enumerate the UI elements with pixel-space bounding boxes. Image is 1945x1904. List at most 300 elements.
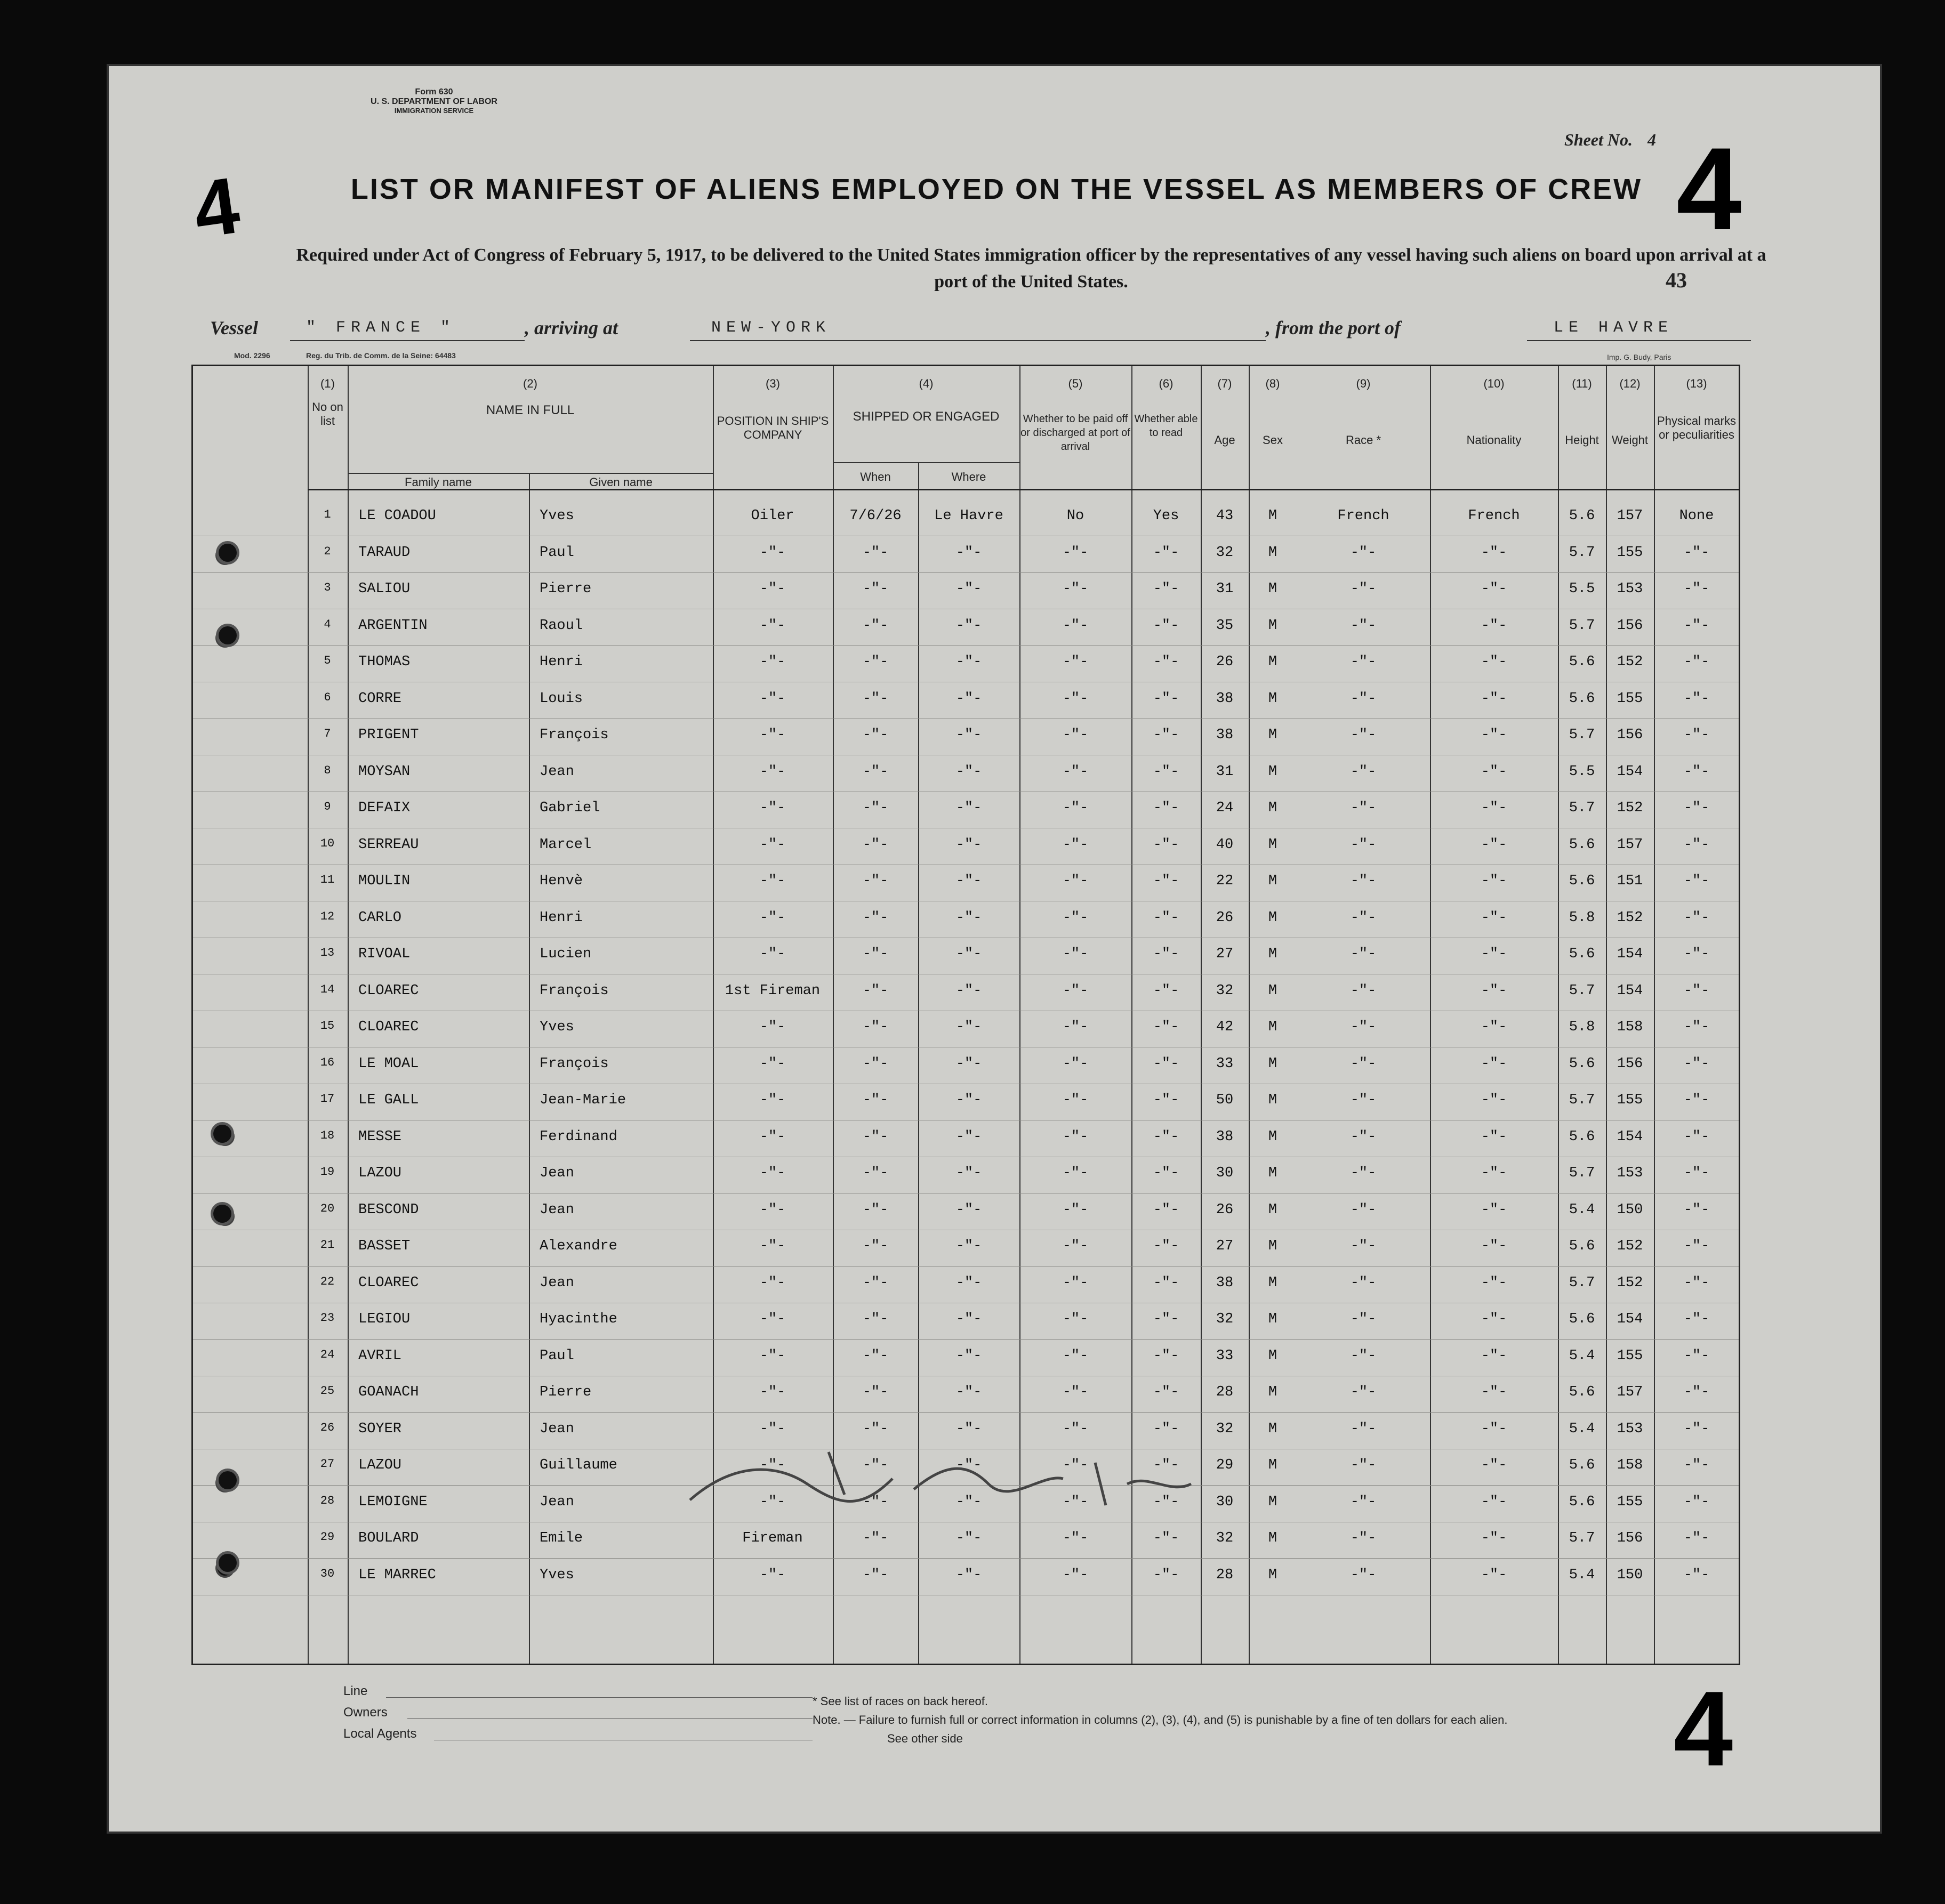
cell-paid: -"- bbox=[1062, 1055, 1089, 1072]
col13-header bbox=[1654, 377, 1739, 442]
cell-no: 13 bbox=[320, 946, 335, 959]
cell-when: -"- bbox=[862, 800, 889, 816]
binder-hole bbox=[219, 626, 237, 644]
cell-age: 32 bbox=[1216, 544, 1234, 561]
cell-read: -"- bbox=[1153, 873, 1179, 889]
cell-age: 22 bbox=[1216, 873, 1234, 889]
cell-nat: -"- bbox=[1481, 800, 1507, 816]
binder-hole bbox=[219, 1554, 237, 1572]
cell-given: Yves bbox=[540, 508, 574, 524]
cell-family: LE MOAL bbox=[358, 1055, 419, 1072]
cell-when: -"- bbox=[862, 763, 889, 780]
cell-when: -"- bbox=[862, 909, 889, 926]
cell-family: SERREAU bbox=[358, 836, 419, 853]
cell-paid: -"- bbox=[1062, 581, 1089, 597]
cell-position: -"- bbox=[759, 581, 786, 597]
cell-marks: -"- bbox=[1683, 1055, 1710, 1072]
cell-position: -"- bbox=[759, 946, 786, 962]
cell-when: -"- bbox=[862, 1274, 889, 1291]
cell-marks: None bbox=[1679, 508, 1714, 524]
cell-sex: M bbox=[1268, 1348, 1277, 1364]
col7-number: (7) bbox=[1217, 377, 1232, 390]
cell-where: -"- bbox=[955, 1530, 982, 1546]
cell-race: -"- bbox=[1350, 690, 1377, 707]
table-row bbox=[193, 499, 1739, 536]
cell-no: 17 bbox=[320, 1092, 335, 1106]
cell-family: DEFAIX bbox=[358, 800, 411, 816]
cell-given: Yves bbox=[540, 1567, 574, 1583]
cell-nat: -"- bbox=[1481, 1238, 1507, 1254]
cell-marks: -"- bbox=[1683, 909, 1710, 926]
cell-position: -"- bbox=[759, 1457, 786, 1473]
cell-nat: -"- bbox=[1481, 1165, 1507, 1181]
table-row bbox=[193, 1266, 1739, 1303]
cell-no: 14 bbox=[320, 982, 335, 996]
col2-header bbox=[348, 377, 713, 417]
cell-when: -"- bbox=[862, 836, 889, 853]
col3-header bbox=[713, 377, 833, 442]
cell-race: -"- bbox=[1350, 946, 1377, 962]
table-row bbox=[193, 938, 1739, 974]
cell-family: SALIOU bbox=[358, 581, 411, 597]
cell-paid: -"- bbox=[1062, 1348, 1089, 1364]
cell-position: -"- bbox=[759, 1165, 786, 1181]
cell-marks: -"- bbox=[1683, 1384, 1710, 1400]
cell-weight: 156 bbox=[1617, 1055, 1643, 1072]
col7-header bbox=[1201, 377, 1249, 447]
cell-read: -"- bbox=[1153, 727, 1179, 743]
cell-read: -"- bbox=[1153, 800, 1179, 816]
cell-when: -"- bbox=[862, 581, 889, 597]
cell-position: -"- bbox=[759, 690, 786, 707]
col12-label: Weight bbox=[1611, 433, 1649, 447]
cell-read: -"- bbox=[1153, 1274, 1179, 1291]
cell-sex: M bbox=[1268, 1201, 1277, 1218]
table-row bbox=[193, 1120, 1739, 1157]
col9-header bbox=[1297, 377, 1430, 447]
cell-paid: -"- bbox=[1062, 1128, 1089, 1145]
cell-given: Louis bbox=[540, 690, 583, 707]
cell-age: 26 bbox=[1216, 909, 1234, 926]
cell-marks: -"- bbox=[1683, 1421, 1710, 1437]
cell-weight: 155 bbox=[1617, 1348, 1643, 1364]
cell-race: -"- bbox=[1350, 763, 1377, 780]
cell-where: -"- bbox=[955, 763, 982, 780]
table-row bbox=[193, 1011, 1739, 1047]
cell-no: 2 bbox=[324, 544, 331, 558]
cell-nat: -"- bbox=[1481, 1274, 1507, 1291]
cell-sex: M bbox=[1268, 909, 1277, 926]
cell-read: -"- bbox=[1153, 690, 1179, 707]
cell-height: 5.6 bbox=[1569, 1311, 1595, 1327]
cell-read: -"- bbox=[1153, 1238, 1179, 1254]
cell-read: -"- bbox=[1153, 544, 1179, 561]
cell-family: LAZOU bbox=[358, 1165, 402, 1181]
cell-sex: M bbox=[1268, 1421, 1277, 1437]
form-number: Form 630 bbox=[415, 87, 453, 96]
cell-age: 38 bbox=[1216, 1274, 1234, 1291]
cell-read: -"- bbox=[1153, 617, 1179, 634]
cell-read: -"- bbox=[1153, 1055, 1179, 1072]
cell-when: -"- bbox=[862, 1421, 889, 1437]
cell-read: Yes bbox=[1153, 508, 1179, 524]
cell-age: 29 bbox=[1216, 1457, 1234, 1473]
cell-no: 9 bbox=[324, 800, 331, 813]
cell-when: -"- bbox=[862, 1238, 889, 1254]
cell-age: 38 bbox=[1216, 1128, 1234, 1145]
binder-hole bbox=[213, 1205, 231, 1223]
col1-header bbox=[308, 377, 348, 428]
cell-paid: -"- bbox=[1062, 544, 1089, 561]
col3-number: (3) bbox=[766, 377, 780, 390]
cell-weight: 157 bbox=[1617, 1384, 1643, 1400]
cell-race: -"- bbox=[1350, 873, 1377, 889]
cell-age: 31 bbox=[1216, 763, 1234, 780]
cell-height: 5.4 bbox=[1569, 1567, 1595, 1583]
table-row bbox=[193, 1376, 1739, 1413]
cell-position: -"- bbox=[759, 1092, 786, 1108]
cell-position: -"- bbox=[759, 873, 786, 889]
cell-read: -"- bbox=[1153, 1128, 1179, 1145]
cell-read: -"- bbox=[1153, 763, 1179, 780]
cell-race: -"- bbox=[1350, 1567, 1377, 1583]
cell-given: Jean bbox=[540, 1421, 574, 1437]
cell-where: -"- bbox=[955, 1238, 982, 1254]
cell-when: 7/6/26 bbox=[849, 508, 902, 524]
cell-sex: M bbox=[1268, 1092, 1277, 1108]
cell-marks: -"- bbox=[1683, 800, 1710, 816]
cell-when: -"- bbox=[862, 1348, 889, 1364]
cell-race: -"- bbox=[1350, 1384, 1377, 1400]
cell-marks: -"- bbox=[1683, 544, 1710, 561]
cell-family: SOYER bbox=[358, 1421, 402, 1437]
cell-age: 30 bbox=[1216, 1165, 1234, 1181]
cell-height: 5.6 bbox=[1569, 836, 1595, 853]
col6-number: (6) bbox=[1159, 377, 1174, 390]
cell-weight: 156 bbox=[1617, 617, 1643, 634]
cell-nat: French bbox=[1468, 508, 1520, 524]
cell-where: -"- bbox=[955, 836, 982, 853]
cell-position: -"- bbox=[759, 1201, 786, 1218]
cell-age: 38 bbox=[1216, 690, 1234, 707]
cell-no: 16 bbox=[320, 1055, 335, 1069]
cell-paid: -"- bbox=[1062, 873, 1089, 889]
cell-marks: -"- bbox=[1683, 581, 1710, 597]
cell-nat: -"- bbox=[1481, 1019, 1507, 1035]
cell-paid: -"- bbox=[1062, 1421, 1089, 1437]
form-header bbox=[338, 87, 530, 115]
col10-header bbox=[1430, 377, 1558, 447]
sheet-label: Sheet No. bbox=[1564, 130, 1633, 149]
cell-height: 5.6 bbox=[1569, 946, 1595, 962]
col9-number: (9) bbox=[1356, 377, 1371, 390]
cell-height: 5.7 bbox=[1569, 1165, 1595, 1181]
table-row bbox=[193, 1230, 1739, 1266]
cell-marks: -"- bbox=[1683, 1348, 1710, 1364]
cell-position: -"- bbox=[759, 1238, 786, 1254]
cell-weight: 153 bbox=[1617, 581, 1643, 597]
cell-no: 11 bbox=[320, 873, 335, 886]
cell-given: François bbox=[540, 982, 609, 999]
cell-marks: -"- bbox=[1683, 982, 1710, 999]
cell-height: 5.6 bbox=[1569, 1494, 1595, 1510]
cell-given: Hyacinthe bbox=[540, 1311, 617, 1327]
cell-nat: -"- bbox=[1481, 836, 1507, 853]
cell-position: 1st Fireman bbox=[725, 982, 821, 999]
penalty-note: Note. — Failure to furnish full or correct information in columns (2), (3), (4), and (5) is punishable by a fine of ten dollars for each alien. bbox=[813, 1713, 1508, 1726]
table-row bbox=[193, 828, 1739, 865]
registration-note: Reg. du Trib. de Comm. de la Seine: 64483 bbox=[306, 351, 456, 360]
table-row bbox=[193, 1340, 1739, 1376]
cell-sex: M bbox=[1268, 1457, 1277, 1473]
cell-when: -"- bbox=[862, 1165, 889, 1181]
cell-family: LEMOIGNE bbox=[358, 1494, 428, 1510]
col4a-label: When bbox=[860, 470, 891, 483]
cell-sex: M bbox=[1268, 1128, 1277, 1145]
cell-given: Emile bbox=[540, 1530, 583, 1546]
cell-when: -"- bbox=[862, 1457, 889, 1473]
col11-number: (11) bbox=[1572, 377, 1592, 390]
col12-number: (12) bbox=[1619, 377, 1641, 390]
cell-marks: -"- bbox=[1683, 763, 1710, 780]
cell-where: -"- bbox=[955, 1092, 982, 1108]
cell-weight: 154 bbox=[1617, 1128, 1643, 1145]
cell-nat: -"- bbox=[1481, 873, 1507, 889]
footer-owners-label: Owners bbox=[343, 1705, 388, 1720]
cell-family: LE COADOU bbox=[358, 508, 436, 524]
cell-paid: -"- bbox=[1062, 1165, 1089, 1181]
cell-read: -"- bbox=[1153, 1567, 1179, 1583]
cell-marks: -"- bbox=[1683, 1530, 1710, 1546]
cell-sex: M bbox=[1268, 836, 1277, 853]
cell-weight: 153 bbox=[1617, 1165, 1643, 1181]
cell-marks: -"- bbox=[1683, 836, 1710, 853]
cell-read: -"- bbox=[1153, 1421, 1179, 1437]
cell-paid: -"- bbox=[1062, 1274, 1089, 1291]
cell-height: 5.7 bbox=[1569, 1274, 1595, 1291]
cell-age: 40 bbox=[1216, 836, 1234, 853]
cell-where: -"- bbox=[955, 1457, 982, 1473]
cell-family: BOULARD bbox=[358, 1530, 419, 1546]
cell-no: 24 bbox=[320, 1348, 335, 1361]
cell-height: 5.7 bbox=[1569, 982, 1595, 999]
cell-given: Henri bbox=[540, 654, 583, 670]
cell-paid: -"- bbox=[1062, 1567, 1089, 1583]
cell-nat: -"- bbox=[1481, 544, 1507, 561]
cell-nat: -"- bbox=[1481, 1494, 1507, 1510]
cell-no: 18 bbox=[320, 1128, 335, 1142]
cell-family: ARGENTIN bbox=[358, 617, 428, 634]
table-row bbox=[193, 755, 1739, 792]
col13-label: Physical marks or peculiarities bbox=[1657, 414, 1736, 441]
cell-given: Guillaume bbox=[540, 1457, 617, 1473]
cell-no: 4 bbox=[324, 617, 331, 631]
cell-race: -"- bbox=[1350, 1165, 1377, 1181]
col2-number: (2) bbox=[523, 377, 537, 390]
cell-where: -"- bbox=[955, 800, 982, 816]
cell-nat: -"- bbox=[1481, 1530, 1507, 1546]
binder-hole bbox=[219, 1471, 237, 1489]
cell-height: 5.4 bbox=[1569, 1421, 1595, 1437]
cell-no: 28 bbox=[320, 1494, 335, 1507]
cell-sex: M bbox=[1268, 946, 1277, 962]
footer-agents-label: Local Agents bbox=[343, 1726, 417, 1741]
cell-when: -"- bbox=[862, 1494, 889, 1510]
cell-paid: -"- bbox=[1062, 1201, 1089, 1218]
cell-where: Le Havre bbox=[934, 508, 1003, 524]
cell-family: CORRE bbox=[358, 690, 402, 707]
col1-label: No on list bbox=[312, 400, 343, 427]
cell-sex: M bbox=[1268, 727, 1277, 743]
cell-height: 5.6 bbox=[1569, 1128, 1595, 1145]
cell-no: 7 bbox=[324, 727, 331, 740]
cell-weight: 152 bbox=[1617, 800, 1643, 816]
cell-weight: 155 bbox=[1617, 1092, 1643, 1108]
cell-weight: 151 bbox=[1617, 873, 1643, 889]
cell-position: -"- bbox=[759, 1274, 786, 1291]
col6-label: Whether able to read bbox=[1134, 413, 1198, 439]
cell-read: -"- bbox=[1153, 1530, 1179, 1546]
cell-no: 29 bbox=[320, 1530, 335, 1544]
cell-weight: 157 bbox=[1617, 508, 1643, 524]
cell-read: -"- bbox=[1153, 1457, 1179, 1473]
cell-given: Jean bbox=[540, 763, 574, 780]
service-name: IMMIGRATION SERVICE bbox=[394, 107, 474, 115]
cell-family: CLOAREC bbox=[358, 1019, 419, 1035]
cell-weight: 154 bbox=[1617, 763, 1643, 780]
table-row bbox=[193, 792, 1739, 828]
table-row bbox=[193, 646, 1739, 682]
cell-height: 5.7 bbox=[1569, 800, 1595, 816]
table-row bbox=[193, 572, 1739, 609]
cell-weight: 155 bbox=[1617, 1494, 1643, 1510]
cell-marks: -"- bbox=[1683, 946, 1710, 962]
shipped-subheader-rule bbox=[833, 462, 1019, 463]
cell-where: -"- bbox=[955, 1384, 982, 1400]
cell-when: -"- bbox=[862, 1567, 889, 1583]
from-port-label: , from the port of bbox=[1266, 317, 1401, 338]
cell-where: -"- bbox=[955, 1201, 982, 1218]
cell-marks: -"- bbox=[1683, 727, 1710, 743]
cell-sex: M bbox=[1268, 617, 1277, 634]
cell-weight: 153 bbox=[1617, 1421, 1643, 1437]
cell-when: -"- bbox=[862, 1530, 889, 1546]
cell-given: Henri bbox=[540, 909, 583, 926]
cell-paid: -"- bbox=[1062, 836, 1089, 853]
sheet-number bbox=[1564, 130, 1656, 150]
cell-weight: 154 bbox=[1617, 1311, 1643, 1327]
cell-position: Fireman bbox=[742, 1530, 803, 1546]
cell-marks: -"- bbox=[1683, 1494, 1710, 1510]
cell-height: 5.7 bbox=[1569, 617, 1595, 634]
cell-age: 38 bbox=[1216, 727, 1234, 743]
col4-header bbox=[833, 377, 1019, 424]
cell-where: -"- bbox=[955, 1567, 982, 1583]
cell-sex: M bbox=[1268, 1384, 1277, 1400]
cell-read: -"- bbox=[1153, 1494, 1179, 1510]
footer-line-label: Line bbox=[343, 1684, 368, 1698]
cell-height: 5.5 bbox=[1569, 763, 1595, 780]
big-sheet-number: 4 bbox=[1676, 123, 1742, 254]
cell-when: -"- bbox=[862, 1092, 889, 1108]
table-row bbox=[193, 901, 1739, 938]
vessel-line bbox=[210, 317, 1756, 343]
col2a-label: Family name bbox=[405, 475, 472, 489]
cell-age: 33 bbox=[1216, 1348, 1234, 1364]
arriving-label: , arriving at bbox=[525, 317, 618, 338]
table-row bbox=[193, 1084, 1739, 1120]
cell-marks: -"- bbox=[1683, 1311, 1710, 1327]
cell-given: Jean bbox=[540, 1165, 574, 1181]
cell-weight: 150 bbox=[1617, 1201, 1643, 1218]
cell-family: LE GALL bbox=[358, 1092, 419, 1108]
cell-weight: 158 bbox=[1617, 1457, 1643, 1473]
cell-where: -"- bbox=[955, 1421, 982, 1437]
cell-age: 24 bbox=[1216, 800, 1234, 816]
cell-race: -"- bbox=[1350, 800, 1377, 816]
col2b-label: Given name bbox=[589, 475, 653, 489]
cell-nat: -"- bbox=[1481, 1128, 1507, 1145]
cell-where: -"- bbox=[955, 617, 982, 634]
cell-where: -"- bbox=[955, 873, 982, 889]
cell-family: CARLO bbox=[358, 909, 402, 926]
cell-race: -"- bbox=[1350, 1201, 1377, 1218]
cell-height: 5.6 bbox=[1569, 690, 1595, 707]
cell-read: -"- bbox=[1153, 1384, 1179, 1400]
col6-header bbox=[1131, 377, 1201, 440]
cell-no: 6 bbox=[324, 690, 331, 704]
cell-weight: 154 bbox=[1617, 982, 1643, 999]
cell-race: -"- bbox=[1350, 1128, 1377, 1145]
cell-marks: -"- bbox=[1683, 1567, 1710, 1583]
cell-position: -"- bbox=[759, 617, 786, 634]
manifest-sheet bbox=[107, 64, 1882, 1834]
cell-weight: 150 bbox=[1617, 1567, 1643, 1583]
name-subheader-rule bbox=[348, 473, 713, 474]
document-title: LIST OR MANIFEST OF ALIENS EMPLOYED ON THE VESSEL AS MEMBERS OF CREW bbox=[350, 173, 1643, 205]
cell-age: 43 bbox=[1216, 508, 1234, 524]
table-row bbox=[193, 1559, 1739, 1595]
cell-position: -"- bbox=[759, 654, 786, 670]
cell-read: -"- bbox=[1153, 581, 1179, 597]
cell-race: French bbox=[1337, 508, 1389, 524]
cell-height: 5.7 bbox=[1569, 727, 1595, 743]
cell-age: 50 bbox=[1216, 1092, 1234, 1108]
cell-paid: -"- bbox=[1062, 727, 1089, 743]
cell-nat: -"- bbox=[1481, 690, 1507, 707]
cell-nat: -"- bbox=[1481, 581, 1507, 597]
cell-position: -"- bbox=[759, 909, 786, 926]
cell-family: TARAUD bbox=[358, 544, 411, 561]
cell-sex: M bbox=[1268, 763, 1277, 780]
cell-where: -"- bbox=[955, 690, 982, 707]
cell-age: 26 bbox=[1216, 654, 1234, 670]
cell-given: Paul bbox=[540, 544, 574, 561]
cell-age: 31 bbox=[1216, 581, 1234, 597]
cell-nat: -"- bbox=[1481, 1567, 1507, 1583]
cell-weight: 156 bbox=[1617, 727, 1643, 743]
cell-where: -"- bbox=[955, 909, 982, 926]
cell-weight: 152 bbox=[1617, 1274, 1643, 1291]
cell-height: 5.7 bbox=[1569, 1530, 1595, 1546]
cell-sex: M bbox=[1268, 1311, 1277, 1327]
cell-race: -"- bbox=[1350, 727, 1377, 743]
cell-position: -"- bbox=[759, 836, 786, 853]
table-row bbox=[193, 1193, 1739, 1230]
cell-read: -"- bbox=[1153, 836, 1179, 853]
cell-height: 5.8 bbox=[1569, 1019, 1595, 1035]
cell-height: 5.4 bbox=[1569, 1348, 1595, 1364]
